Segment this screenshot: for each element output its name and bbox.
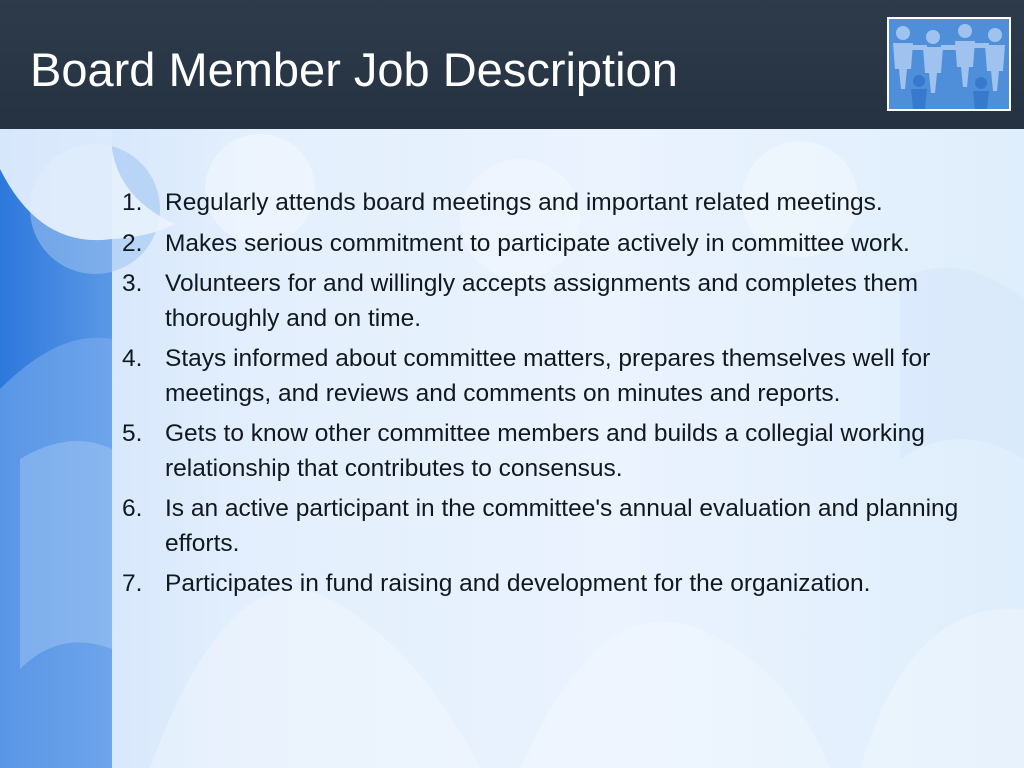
- list-item-number: 1.: [122, 189, 143, 216]
- list-item: [122, 267, 1002, 336]
- list-item: [122, 227, 1002, 262]
- list-item-number: 5.: [122, 420, 143, 447]
- logo-image: [887, 17, 1011, 111]
- list-item: [122, 567, 1002, 602]
- slide-title: Board Member Job Description: [30, 43, 678, 96]
- list-item-text: Volunteers for and willingly accepts assignments and completes them thoroughly and on time.: [165, 270, 919, 332]
- list-item-text: Regularly attends board meetings and important related meetings.: [165, 189, 883, 216]
- content-area: [122, 186, 1002, 608]
- list-item: [122, 186, 1002, 221]
- duties-list: [122, 186, 1002, 602]
- paper-people-chain-icon: [889, 19, 1009, 109]
- list-item-number: 2.: [122, 229, 143, 257]
- list-item: [122, 342, 1002, 411]
- list-item-text: Is an active participant in the committee's annual evaluation and planning efforts.: [165, 495, 959, 557]
- list-item-text: Stays informed about committee matters, prepares themselves well for meetings, and reviews and comments on minutes and reports.: [165, 345, 931, 407]
- list-item-text: Participates in fund raising and development for the organization.: [165, 570, 871, 597]
- list-item-number: 4.: [122, 345, 143, 372]
- list-item-number: 3.: [122, 270, 143, 297]
- title-bar: [0, 0, 1024, 129]
- list-item-number: 7.: [122, 570, 143, 597]
- list-item-number: 6.: [122, 495, 143, 522]
- list-item: [122, 492, 1002, 561]
- list-item: [122, 417, 1002, 486]
- list-item-text: Makes serious commitment to participate actively in committee work.: [165, 229, 910, 257]
- list-item-text: Gets to know other committee members and builds a collegial working relationship that contributes to consensus.: [165, 420, 925, 482]
